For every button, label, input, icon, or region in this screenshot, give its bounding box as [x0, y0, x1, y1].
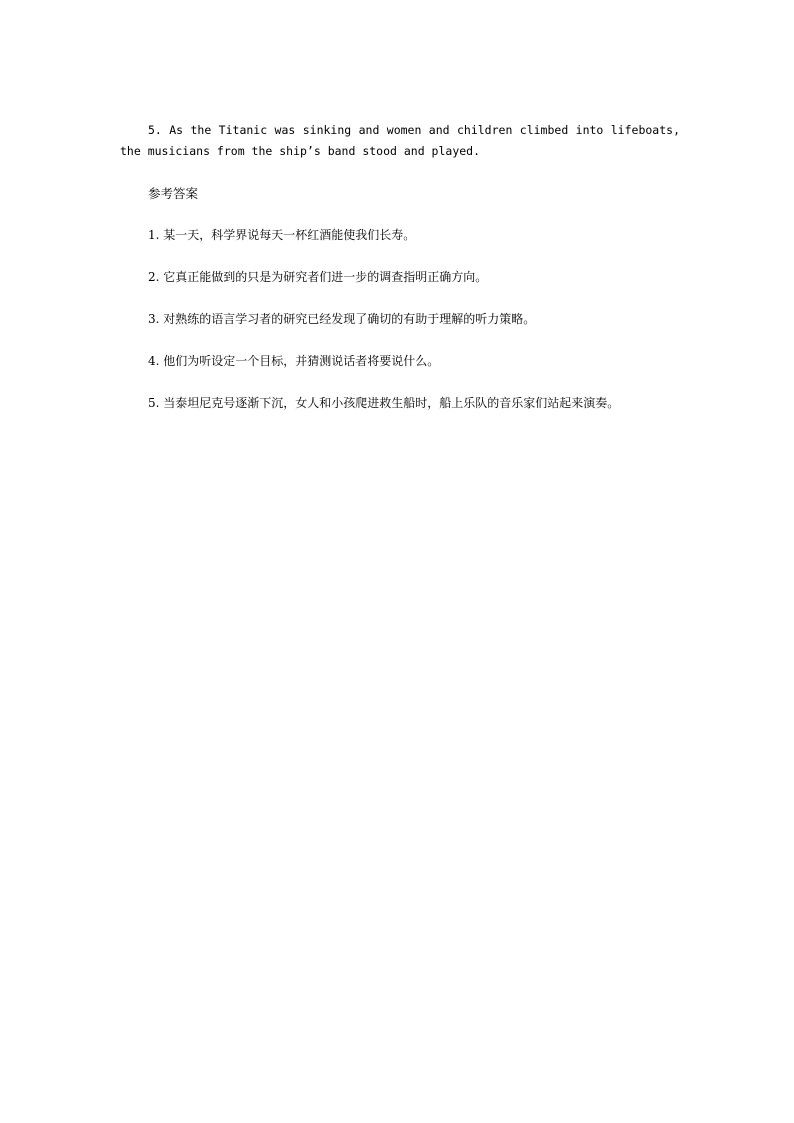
answer-item-2: 2. 它真正能做到的只是为研究者们进一步的调查指明正确方向。: [148, 270, 488, 284]
answer-item-1: 1. 某一天，科学界说每天一杯红酒能使我们长寿。: [148, 228, 416, 242]
answers-heading: 参考答案: [148, 186, 199, 201]
answer-item-4: 4. 他们为听设定一个目标，并猜测说话者将要说什么。: [148, 354, 440, 368]
answer-item-5: 5. 当泰坦尼克号逐渐下沉，女人和小孩爬进救生船时，船上乐队的音乐家们站起来演奏。: [148, 396, 620, 410]
english-sentence-5: 5. As the Titanic was sinking and women and children climbed into lifeboats, the musicians from the ship’s band stood and played.: [120, 123, 680, 158]
document-body: [120, 120, 680, 435]
answer-item-3: 3. 对熟练的语言学习者的研究已经发现了确切的有助于理解的听力策略。: [148, 312, 536, 326]
